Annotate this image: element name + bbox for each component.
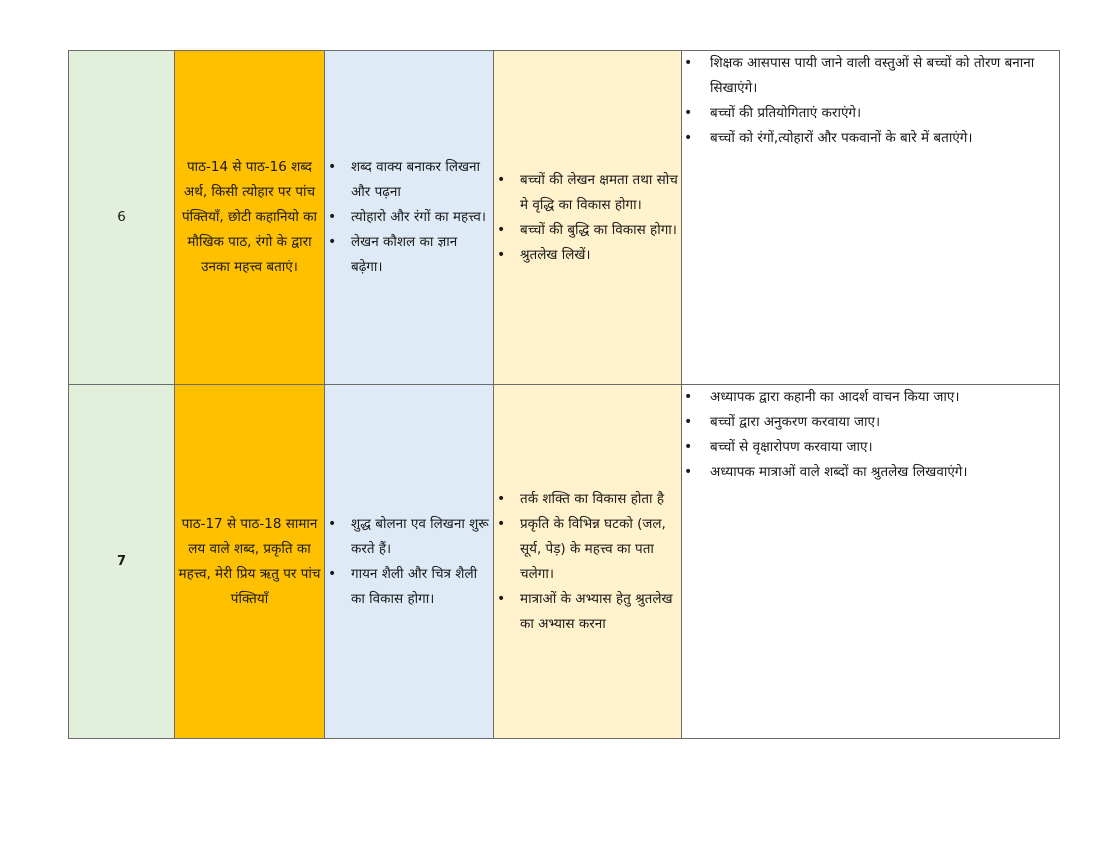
- list-item: • मात्राओं के अभ्यास हेतु श्रुतलेख का अभ्यास करना: [494, 587, 681, 637]
- table-row: [69, 51, 1060, 385]
- list-item: • बच्चों को रंगों,त्योहारों और पकवानों के बारे में बताएंगे।: [682, 126, 1059, 151]
- objectives-cell: [325, 51, 494, 385]
- activities-cell: [682, 385, 1060, 739]
- lesson-content-cell: पाठ-17 से पाठ-18 सामान लय वाले शब्द, प्रकृति का महत्त्व, मेरी प्रिय ऋतु पर पांच पंक्तियाँ: [175, 385, 325, 739]
- list-item: • शिक्षक आसपास पायी जाने वाली वस्तुओं से बच्चों को तोरण बनाना सिखाएंगे।: [682, 51, 1059, 101]
- list-item: • बच्चों द्वारा अनुकरण करवाया जाए।: [682, 410, 1059, 435]
- list-item: • बच्चों की प्रतियोगिताएं कराएंगे।: [682, 101, 1059, 126]
- objectives-list: [325, 155, 493, 280]
- outcomes-list: [494, 168, 681, 268]
- list-item: • शुद्ध बोलना एव लिखना शुरू करते हैं।: [325, 512, 493, 562]
- objectives-cell: [325, 385, 494, 739]
- lesson-content-cell: पाठ-14 से पाठ-16 शब्द अर्थ, किसी त्योहार पर पांच पंक्तियाँ, छोटी कहानियो का मौखिक पाठ, रंगो के द्वारा उनका महत्त्व बताएं।: [175, 51, 325, 385]
- list-item: • बच्चों की लेखन क्षमता तथा सोच मे वृद्धि का विकास होगा।: [494, 168, 681, 218]
- activities-cell: [682, 51, 1060, 385]
- outcomes-cell: [494, 51, 682, 385]
- outcomes-cell: [494, 385, 682, 739]
- list-item: • बच्चों की बुद्धि का विकास होगा।: [494, 218, 681, 243]
- list-item: • बच्चों से वृक्षारोपण करवाया जाए।: [682, 435, 1059, 460]
- list-item: • श्रुतलेख लिखें।: [494, 243, 681, 268]
- list-item: • अध्यापक द्वारा कहानी का आदर्श वाचन किया जाए।: [682, 385, 1059, 410]
- row-number-cell: 7: [69, 385, 175, 739]
- row-number-cell: 6: [69, 51, 175, 385]
- list-item: • अध्यापक मात्राओं वाले शब्दों का श्रुतलेख लिखवाएंगे।: [682, 460, 1059, 485]
- table-row: [69, 385, 1060, 739]
- list-item: • लेखन कौशल का ज्ञान बढ़ेगा।: [325, 230, 493, 280]
- activities-list: [682, 51, 1059, 151]
- list-item: • त्योहारो और रंगों का महत्त्व।: [325, 205, 493, 230]
- list-item: • प्रकृति के विभिन्न घटको (जल, सूर्य, पेड़) के महत्त्व का पता चलेगा।: [494, 512, 681, 587]
- lesson-plan-table: [68, 50, 1060, 739]
- objectives-list: [325, 512, 493, 612]
- list-item: • तर्क शक्ति का विकास होता है: [494, 487, 681, 512]
- outcomes-list: [494, 487, 681, 637]
- activities-list: [682, 385, 1059, 485]
- list-item: • गायन शैली और चित्र शैली का विकास होगा।: [325, 562, 493, 612]
- list-item: • शब्द वाक्य बनाकर लिखना और पढ़ना: [325, 155, 493, 205]
